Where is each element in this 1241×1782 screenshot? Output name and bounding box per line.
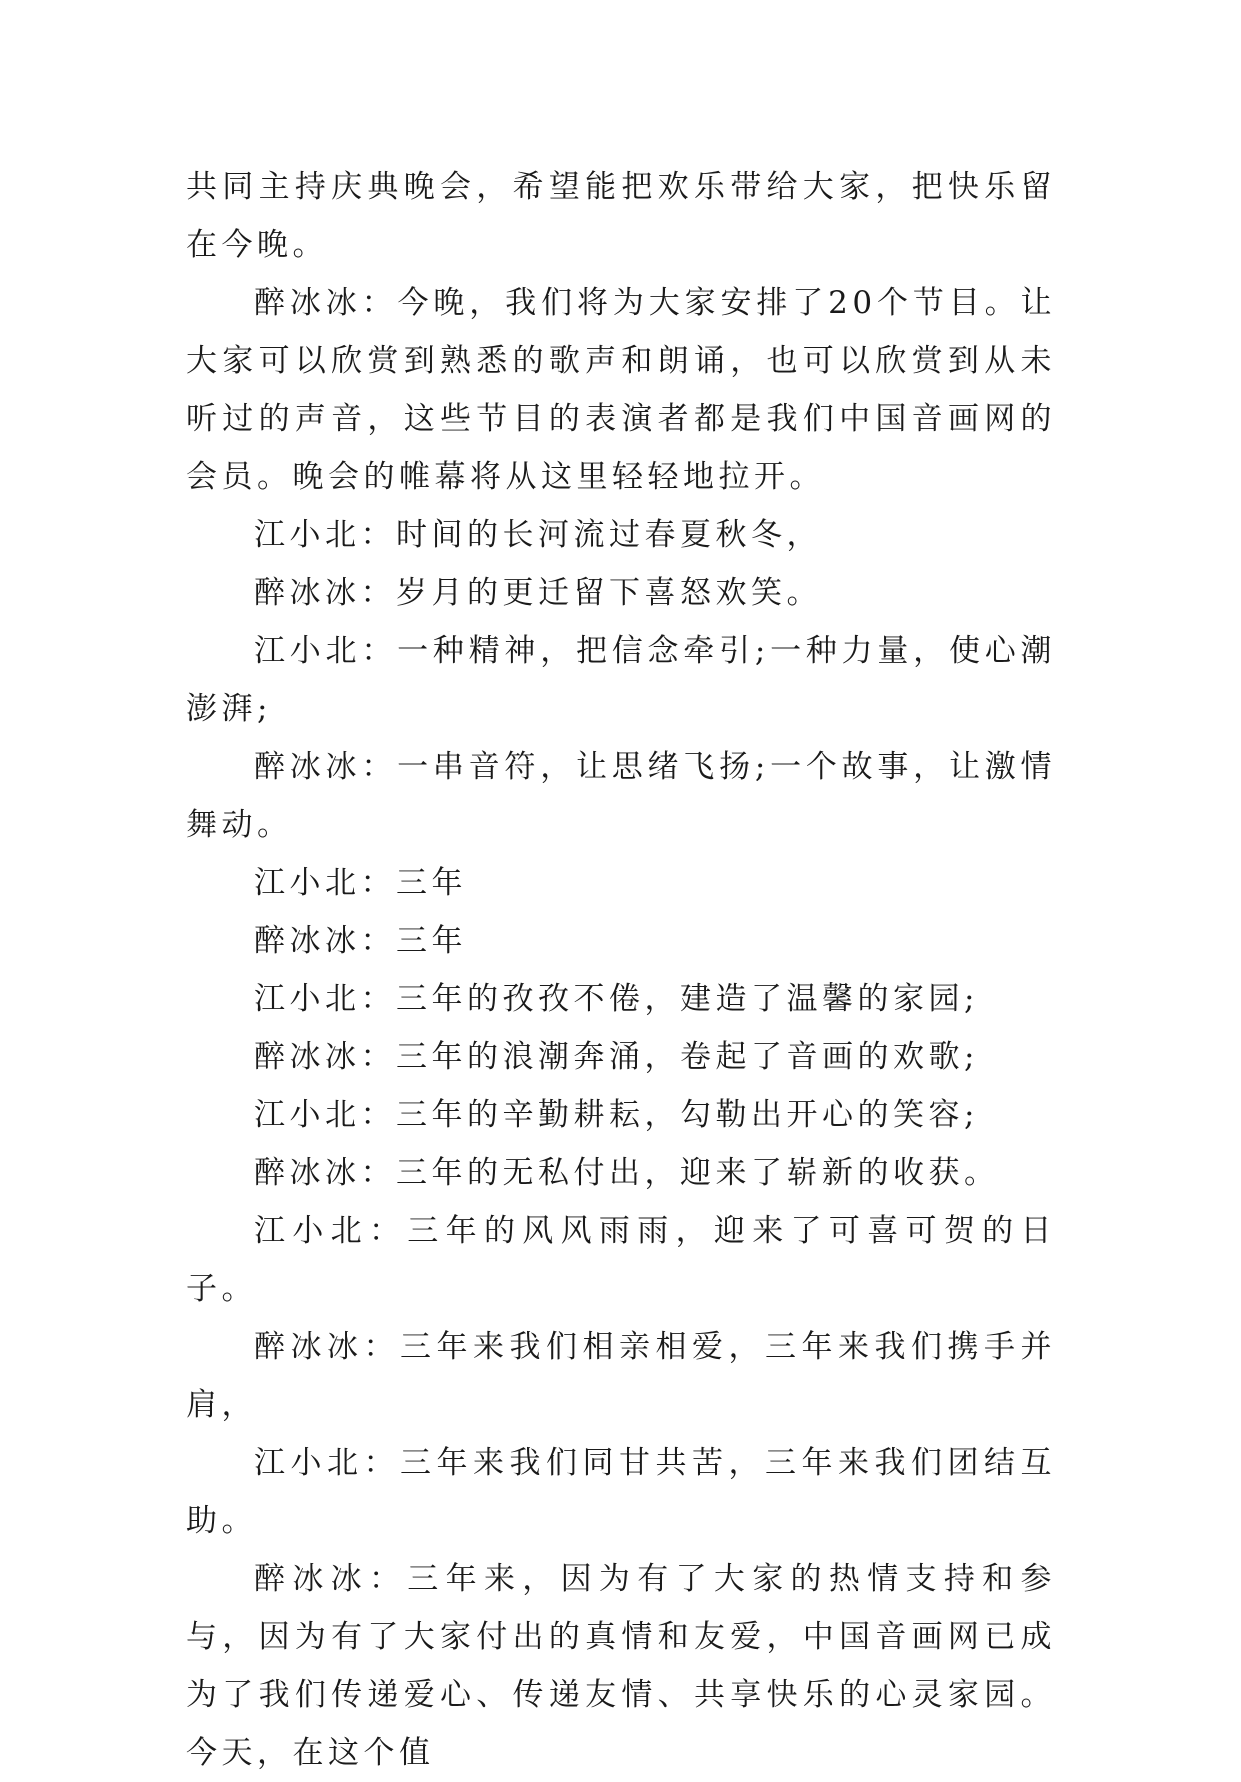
- paragraph-5: 江小北：一种精神，把信念牵引;一种力量，使心潮澎湃;: [186, 633, 1056, 727]
- paragraph-14: 醉冰冰：三年来我们相亲相爱，三年来我们携手并肩，: [186, 1329, 1056, 1423]
- paragraph-10: 醉冰冰：三年的浪潮奔涌，卷起了音画的欢歌;: [254, 1039, 979, 1075]
- paragraph-6: 醉冰冰：一串音符，让思绪飞扬;一个故事，让激情舞动。: [186, 749, 1056, 843]
- paragraph-12: 醉冰冰：三年的无私付出，迎来了崭新的收获。: [254, 1155, 1000, 1191]
- paragraph-1: 共同主持庆典晚会，希望能把欢乐带给大家，把快乐留在今晚。: [186, 169, 1056, 263]
- paragraph-8: 醉冰冰：三年: [254, 923, 467, 959]
- document-body: [186, 158, 1056, 1782]
- paragraph-11: 江小北：三年的辛勤耕耘，勾勒出开心的笑容;: [254, 1097, 979, 1133]
- paragraph-4: 醉冰冰：岁月的更迁留下喜怒欢笑。: [254, 575, 822, 611]
- paragraph-9: 江小北：三年的孜孜不倦，建造了温馨的家园;: [254, 981, 979, 1017]
- paragraph-15: 江小北：三年来我们同甘共苦，三年来我们团结互助。: [186, 1445, 1056, 1539]
- paragraph-3: 江小北：时间的长河流过春夏秋冬，: [254, 517, 822, 553]
- paragraph-7: 江小北：三年: [254, 865, 467, 901]
- paragraph-16: 醉冰冰：三年来，因为有了大家的热情支持和参与，因为有了大家付出的真情和友爱，中国音画网已成为了我们传递爱心、传递友情、共享快乐的心灵家园。今天，在这个值: [186, 1561, 1056, 1771]
- paragraph-13: 江小北：三年的风风雨雨，迎来了可喜可贺的日子。: [186, 1213, 1056, 1307]
- paragraph-2: 醉冰冰：今晚，我们将为大家安排了20个节目。让大家可以欣赏到熟悉的歌声和朗诵，也可以欣赏到从未听过的声音，这些节目的表演者都是我们中国音画网的会员。晚会的帷幕将从这里轻轻地拉开。: [186, 285, 1056, 495]
